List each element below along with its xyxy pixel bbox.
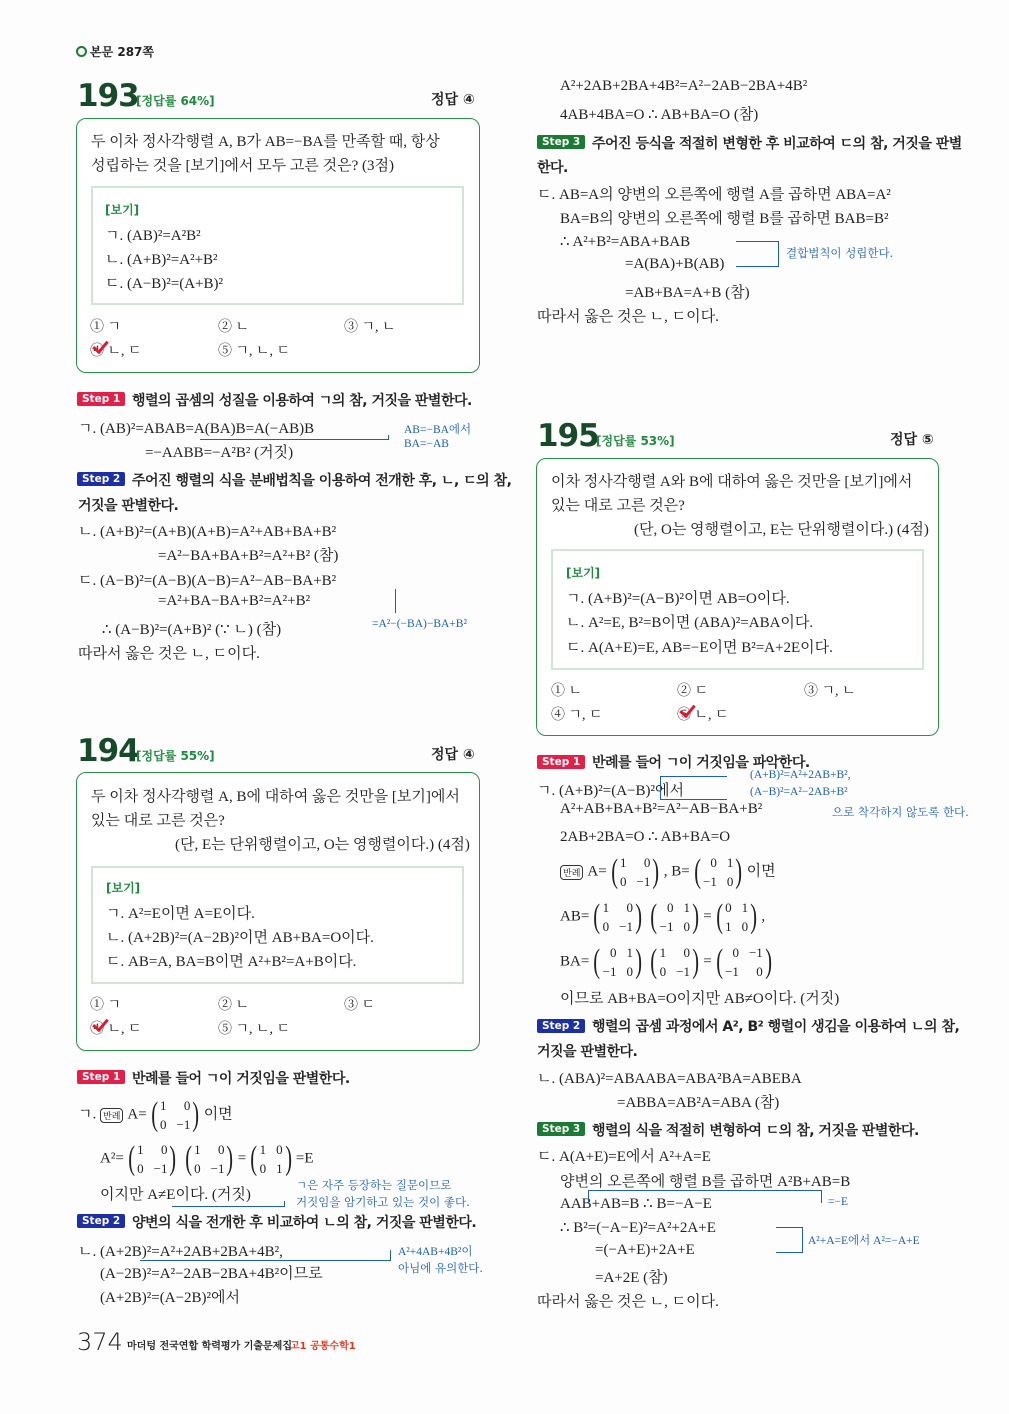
- bogi-item: ㄴ. (A+2B)²=(A−2B)²이면 AB+BA=O이다.: [106, 930, 374, 946]
- step-badge: Step 1: [537, 755, 585, 769]
- solution-line: =(−A+E)+2A+E: [595, 1242, 695, 1258]
- choice-5[interactable]: ⑤ ㄴ, ㄷ: [677, 708, 729, 723]
- matrix-cell: 1: [160, 1098, 167, 1113]
- matrix: [591, 943, 644, 981]
- matrix-cell: 0: [609, 945, 617, 960]
- question-line: 두 이차 정사각행렬 A, B에 대하여 옳은 것만을 [보기]에서: [91, 789, 460, 805]
- choice-2[interactable]: ② ㄴ: [218, 998, 250, 1013]
- right-paren: ): [692, 943, 700, 980]
- solution-line: [560, 943, 776, 981]
- matrix-cell: 1: [726, 855, 734, 870]
- matrix-cell: 0: [137, 1161, 144, 1176]
- right-paren: ): [750, 898, 758, 935]
- solution-line: 2AB+2BA=O ∴ AB+BA=O: [560, 829, 731, 845]
- matrix: [714, 943, 774, 981]
- annotation: AB=−BA에서: [404, 424, 472, 436]
- solution-line: ∴ (A−B)²=(A+B)² (∵ ㄴ) (참): [102, 622, 282, 638]
- right-paren: ): [226, 1140, 234, 1177]
- matrix: [692, 853, 745, 891]
- matrix-cell: 0: [666, 900, 674, 915]
- step-text: 행렬의 곱셈 과정에서 A², B² 행렬이 생김을 이용하여 ㄴ의 참,: [592, 1019, 960, 1035]
- matrix-cell: 0: [741, 919, 749, 934]
- choice-1[interactable]: ① ㄱ: [90, 998, 122, 1013]
- matrix-cell: 1: [741, 900, 749, 915]
- step-badge: Step 1: [77, 392, 125, 406]
- matrix-cell: 0: [659, 964, 667, 979]
- matrix: [648, 898, 701, 936]
- annotation: =−E: [828, 1196, 848, 1208]
- left-paren: (: [593, 898, 601, 935]
- math: B=: [671, 863, 690, 880]
- matrix-cell: 0: [602, 919, 610, 934]
- annotation: BA=−AB: [404, 438, 449, 450]
- annotation: 으로 착각하지 않도록 한다.: [832, 805, 969, 819]
- question-line: 두 이차 정사각행렬 A, B가 AB=−BA를 만족할 때, 항상: [91, 134, 440, 150]
- matrix-cell: 1: [725, 919, 732, 934]
- solution-line: [560, 898, 765, 936]
- step-badge: Step 3: [537, 135, 585, 149]
- step-badge: Step 3: [537, 1122, 585, 1136]
- solution-line: =A(BA)+B(AB): [625, 256, 725, 272]
- matrix-cell: 0: [626, 964, 633, 979]
- annotation-arrow: [200, 435, 389, 440]
- answer: 정답 ④: [431, 92, 475, 108]
- step-text: 반례를 들어 ㄱ이 거짓임을 파악한다.: [592, 755, 810, 771]
- math: =: [237, 1150, 247, 1167]
- solution-line: 따라서 옳은 것은 ㄴ, ㄷ이다.: [78, 646, 260, 662]
- choice-4[interactable]: ④ ㄴ, ㄷ: [90, 1022, 142, 1037]
- matrix-cell: 0: [276, 1142, 283, 1157]
- choice-4[interactable]: ④ ㄴ, ㄷ: [90, 344, 142, 359]
- correct-rate: [정답률 53%]: [596, 434, 675, 448]
- left-paren: (: [716, 943, 723, 980]
- bogi-item: ㄴ. (A+B)²=A²+B²: [105, 252, 218, 268]
- question-line: (단, E는 단위행렬이고, O는 영행렬이다.) (4점): [175, 837, 470, 853]
- right-paren: ): [635, 943, 643, 980]
- bogi-item: ㄱ. (AB)²=A²B²: [105, 228, 201, 244]
- math: ,: [761, 908, 766, 925]
- annotation: A²+A=E에서 A²=−A+E: [808, 1235, 920, 1247]
- annotation-arrow: [395, 589, 396, 613]
- choice-3[interactable]: ③ ㄱ, ㄴ: [344, 320, 396, 335]
- matrix-cell: −1: [702, 874, 717, 889]
- annotation: 아님에 유의한다.: [398, 1261, 484, 1275]
- choice-2[interactable]: ② ㄷ: [677, 684, 709, 699]
- bogi-item: ㄱ. A²=E이면 A=E이다.: [106, 906, 255, 922]
- step-text: 한다.: [537, 160, 568, 176]
- choice-5[interactable]: ⑤ ㄱ, ㄴ, ㄷ: [218, 344, 291, 359]
- matrix-cell: 0: [620, 874, 627, 889]
- matrix-cell: 0: [683, 919, 690, 934]
- matrix: [248, 1140, 294, 1178]
- annotation-arrow: [140, 1250, 391, 1261]
- solution-line: ㄴ. (A+2B)²=A²+2AB+2BA+4B²,: [78, 1244, 283, 1260]
- right-paren: ): [635, 898, 643, 935]
- solution-line: 따라서 옳은 것은 ㄴ, ㄷ이다.: [537, 309, 719, 325]
- matrix-cell: −1: [210, 1161, 225, 1176]
- annotation: (A+B)²=A²+2AB+B²,: [750, 769, 851, 781]
- annotation-arrow: [588, 1190, 822, 1203]
- solution-line: 이지만 A≠E이다. (거짓): [100, 1187, 251, 1203]
- step-text: 행렬의 곱셈의 성질을 이용하여 ㄱ의 참, 거짓을 판별한다.: [132, 393, 472, 409]
- problem-number: 194: [77, 733, 139, 769]
- right-paren: ): [169, 1140, 177, 1177]
- matrix-grid: [725, 943, 763, 981]
- annotation-arrow: [736, 241, 779, 267]
- matrix-grid: [703, 853, 733, 891]
- solution-line: ㄱ. (AB)²=ABAB=A(BA)B=A(−AB)B: [78, 421, 315, 437]
- matrix: [149, 1096, 202, 1134]
- bogi-item: ㄴ. A²=E, B²=B이면 (ABA)²=ABA이다.: [566, 615, 814, 631]
- matrix-cell: 0: [626, 900, 633, 915]
- right-paren: ): [652, 853, 660, 890]
- matrix-cell: 1: [602, 900, 610, 915]
- matrix-grid: [725, 898, 748, 936]
- matrix: [714, 898, 760, 936]
- choice-5[interactable]: ⑤ ㄱ, ㄴ, ㄷ: [218, 1022, 291, 1037]
- solution-line: ㄷ. A(A+E)=E에서 A²+A=E: [537, 1149, 711, 1165]
- step-text: 양변의 식을 전개한 후 비교하여 ㄴ의 참, 거짓을 판별한다.: [132, 1215, 477, 1231]
- matrix-cell: 1: [259, 1142, 267, 1157]
- bogi-label: [보기]: [106, 881, 141, 895]
- left-paren: (: [150, 1096, 158, 1133]
- annotation: (A−B)²=A²−2AB+B²: [750, 786, 848, 798]
- solution-line: 양변의 오른쪽에 행렬 B를 곱하면 A²B+AB=B: [560, 1174, 851, 1190]
- question-line: 이차 정사각행렬 A와 B에 대하여 옳은 것만을 [보기]에서: [551, 474, 913, 490]
- matrix-cell: 0: [259, 1161, 267, 1176]
- choice-3[interactable]: ③ ㄱ, ㄴ: [804, 684, 856, 699]
- choice-1[interactable]: ① ㄴ: [551, 684, 583, 699]
- bogi-item: ㄱ. (A+B)²=(A−B)²이면 AB=O이다.: [566, 591, 790, 607]
- solution-line: ㄷ. AB=A의 양변의 오른쪽에 행렬 A를 곱하면 ABA=A²: [537, 187, 891, 203]
- solution-line: =A²−BA+BA+B²=A²+B² (참): [158, 548, 339, 564]
- math: A=: [127, 1106, 147, 1123]
- left-paren: (: [610, 853, 618, 890]
- bogi-item: ㄷ. A(A+E)=E, AB=−E이면 B²=A+2E이다.: [566, 640, 833, 656]
- solution-line: =A+2E (참): [595, 1270, 668, 1286]
- correct-rate: [정답률 64%]: [136, 94, 215, 108]
- matrix-grid: [603, 898, 633, 936]
- page-reference: [76, 43, 154, 60]
- matrix-cell: 1: [276, 1161, 283, 1176]
- matrix-cell: −1: [725, 964, 739, 979]
- matrix-cell: 0: [726, 874, 734, 889]
- matrix-cell: 1: [683, 900, 690, 915]
- annotation-arrow: [660, 776, 727, 800]
- matrix-grid: [194, 1140, 224, 1178]
- solution-line: A²+AB+BA+B²=A²−AB−BA+B²: [560, 801, 763, 817]
- math: AB=: [560, 908, 590, 925]
- solution-line: [560, 853, 776, 891]
- matrix-cell: 0: [643, 855, 651, 870]
- matrix: [609, 853, 662, 891]
- solution-line: =ABBA=AB²A=ABA (참): [617, 1095, 780, 1111]
- choice-2[interactable]: ② ㄴ: [218, 320, 250, 335]
- bogi-item: ㄷ. AB=A, BA=B이면 A²+B²=A+B이다.: [106, 954, 357, 970]
- question-line: (단, O는 영행렬이고, E는 단위행렬이다.) (4점): [634, 522, 929, 538]
- annotation-arrow: [776, 1227, 803, 1253]
- matrix: [591, 898, 644, 936]
- matrix-cell: −1: [153, 1161, 168, 1176]
- step-badge: Step 2: [77, 472, 125, 486]
- step-text: 거짓을 판별한다.: [78, 498, 179, 514]
- matrix-cell: 1: [626, 945, 633, 960]
- problem-number: 193: [77, 78, 139, 114]
- annotation: =A²−(−BA)−BA+B²: [372, 618, 467, 630]
- annotation-arrow: [172, 1201, 285, 1207]
- solution-line: ㄴ. (A+B)²=(A+B)(A+B)=A²+AB+BA+B²: [78, 524, 337, 540]
- solution-line: (A−2B)²=A²−2AB−2BA+4B²이므로: [100, 1266, 323, 1282]
- solution-line: BA=B의 양변의 오른쪽에 행렬 B를 곱하면 BAB=B²: [560, 211, 889, 227]
- math: =E: [295, 1150, 314, 1167]
- question-line: 성립하는 것을 [보기]에서 모두 고른 것은? (3점): [91, 158, 394, 174]
- left-paren: (: [693, 853, 701, 890]
- book-subject: 고1 공통수학1: [290, 1341, 356, 1352]
- matrix-grid: [603, 943, 633, 981]
- matrix-cell: −1: [659, 919, 674, 934]
- matrix-grid: [137, 1140, 167, 1178]
- solution-line: =AB+BA=A+B (참): [625, 285, 750, 301]
- text: 이면: [746, 863, 776, 880]
- correct-rate: [정답률 55%]: [136, 749, 215, 763]
- matrix-grid: [620, 853, 650, 891]
- step-text: 주어진 행렬의 식을 분배법칙을 이용하여 전개한 후, ㄴ, ㄷ의 참,: [132, 473, 512, 489]
- step-text: 행렬의 식을 적절히 변형하여 ㄷ의 참, 거짓을 판별한다.: [592, 1123, 919, 1139]
- matrix-cell: 1: [659, 945, 667, 960]
- matrix-cell: −1: [619, 919, 633, 934]
- matrix-cell: 0: [683, 945, 690, 960]
- math: A²=: [100, 1150, 124, 1167]
- annotation: A²+4AB+4B²이: [398, 1246, 473, 1258]
- matrix-cell: 0: [183, 1098, 191, 1113]
- math: BA=: [560, 953, 590, 970]
- book-title: 마더텅 전국연합 학력평가 기출문제집: [127, 1341, 293, 1352]
- matrix-cell: 0: [710, 855, 717, 870]
- matrix-cell: 0: [160, 1142, 168, 1157]
- solution-line: ∴ B²=(−A−E)²=A²+2A+E: [560, 1220, 716, 1236]
- solution-line: =A²+BA−BA+B²=A²+B²: [158, 593, 311, 609]
- annotation: 결합법칙이 성립한다.: [786, 246, 894, 260]
- matrix-cell: −1: [748, 945, 763, 960]
- matrix-cell: 0: [194, 1161, 201, 1176]
- matrix-grid: [660, 898, 690, 936]
- math: ,: [663, 863, 668, 880]
- right-paren: ): [735, 853, 743, 890]
- solution-line: 이므로 AB+BA=O이지만 AB≠O이다. (거짓): [560, 991, 840, 1007]
- choice-4[interactable]: ④ ㄱ, ㄷ: [551, 708, 603, 723]
- problem-number: 195: [537, 418, 599, 454]
- step-badge: Step 1: [77, 1070, 125, 1084]
- solution-line: ∴ A²+B²=ABA+BAB: [560, 234, 691, 250]
- bogi-label: [보기]: [566, 566, 601, 580]
- solution-line: ㄷ. (A−B)²=(A−B)(A−B)=A²−AB−BA+B²: [78, 573, 337, 589]
- matrix-grid: [260, 1140, 283, 1178]
- math: =: [703, 953, 712, 970]
- solution-line: A²+2AB+2BA+4B²=A²−2AB−2BA+4B²: [560, 78, 808, 94]
- right-paren: ): [692, 898, 700, 935]
- left-paren: (: [593, 943, 601, 980]
- matrix: [126, 1140, 179, 1178]
- matrix-cell: 0: [160, 1117, 167, 1132]
- solution-line: [78, 1096, 233, 1134]
- text: 이면: [203, 1106, 233, 1123]
- page-number: 374: [77, 1328, 123, 1356]
- counterexample-tag: 반례: [100, 1108, 123, 1123]
- matrix-cell: 0: [217, 1142, 225, 1157]
- left-paren: (: [128, 1140, 135, 1177]
- matrix-cell: −1: [176, 1117, 191, 1132]
- solution-line: ㄴ. (ABA)²=ABAABA=ABA²BA=ABEBA: [537, 1071, 802, 1087]
- left-paren: (: [250, 1140, 258, 1177]
- left-paren: (: [716, 898, 723, 935]
- answer: 정답 ④: [431, 747, 475, 763]
- reference-text: 본문 287쪽: [90, 45, 155, 59]
- matrix-grid: [660, 943, 690, 981]
- solution-line: (A+2B)²=(A−2B)²에서: [100, 1290, 241, 1306]
- matrix: [648, 943, 701, 981]
- step-badge: Step 2: [537, 1019, 585, 1033]
- solution-line: =−AABB=−A²B² (거짓): [145, 445, 294, 461]
- matrix-cell: −1: [636, 874, 651, 889]
- math: A=: [587, 863, 607, 880]
- circle-icon: [76, 46, 87, 57]
- step-text: 주어진 등식을 적절히 변형한 후 비교하여 ㄷ의 참, 거짓을 판별: [592, 136, 962, 152]
- matrix-cell: 0: [756, 964, 763, 979]
- step-text: 반례를 들어 ㄱ이 거짓임을 판별한다.: [132, 1071, 350, 1087]
- right-paren: ): [284, 1140, 292, 1177]
- matrix-cell: 0: [725, 900, 732, 915]
- question-line: 있는 대로 고른 것은?: [91, 813, 225, 829]
- matrix-cell: 1: [137, 1142, 144, 1157]
- left-paren: (: [650, 943, 658, 980]
- choice-1[interactable]: ① ㄱ: [90, 320, 122, 335]
- annotation: 거짓임을 암기하고 있는 것이 좋다.: [296, 1195, 470, 1209]
- matrix-cell: 1: [620, 855, 627, 870]
- question-line: 있는 대로 고른 것은?: [551, 498, 685, 514]
- matrix: [183, 1140, 236, 1178]
- solution-line: 4AB+4BA=O ∴ AB+BA=O (참): [560, 107, 759, 123]
- matrix-grid: [160, 1096, 190, 1134]
- label: ㄱ.: [78, 1106, 97, 1123]
- bogi-label: [보기]: [105, 203, 140, 217]
- left-paren: (: [185, 1140, 192, 1177]
- solution-line: ㄱ. (A+B)²=(A−B)²에서: [537, 783, 684, 799]
- annotation: ㄱ은 자주 등장하는 질문이므로: [296, 1178, 452, 1192]
- math: =: [703, 908, 712, 925]
- matrix-cell: −1: [676, 964, 690, 979]
- solution-line: 따라서 옳은 것은 ㄴ, ㄷ이다.: [537, 1294, 719, 1310]
- step-badge: Step 2: [77, 1214, 125, 1228]
- bogi-item: ㄷ. (A−B)²=(A+B)²: [105, 276, 224, 292]
- left-paren: (: [650, 898, 658, 935]
- counterexample-tag: 반례: [560, 865, 583, 880]
- right-paren: ): [765, 943, 772, 980]
- solution-line: AAB+AB=B ∴ B=−A−E: [560, 1196, 712, 1212]
- matrix-cell: 1: [194, 1142, 201, 1157]
- answer: 정답 ⑤: [890, 432, 934, 448]
- matrix-cell: 0: [732, 945, 739, 960]
- choice-3[interactable]: ③ ㄷ: [344, 998, 376, 1013]
- right-paren: ): [192, 1096, 200, 1133]
- step-text: 거짓을 판별한다.: [537, 1044, 638, 1060]
- solution-line: [100, 1140, 314, 1178]
- matrix-cell: −1: [602, 964, 617, 979]
